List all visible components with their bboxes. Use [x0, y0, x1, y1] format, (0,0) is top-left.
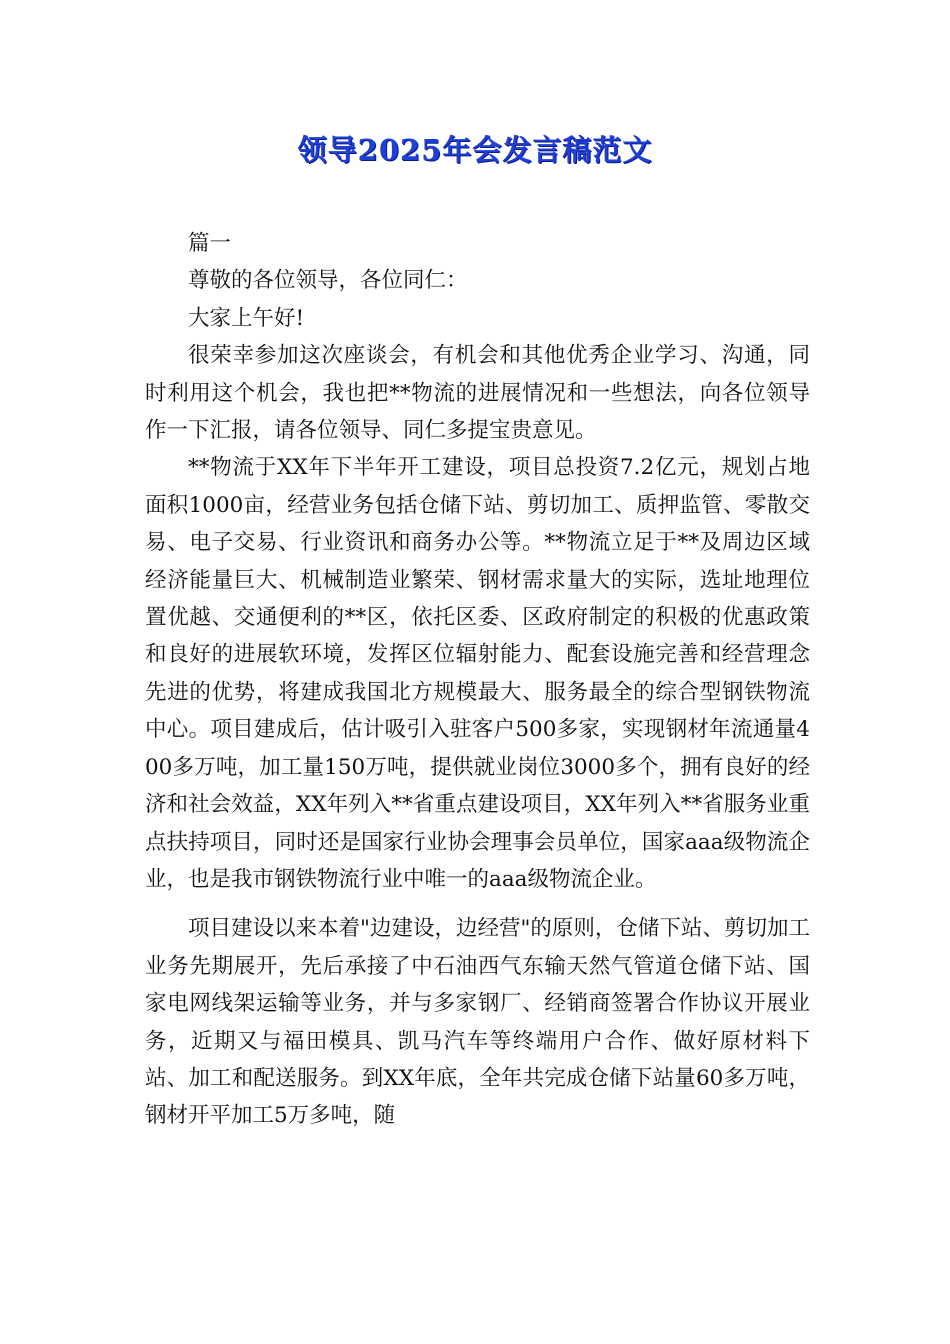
salutation: 尊敬的各位领导，各位同仁：	[188, 268, 468, 294]
paragraph-operations: 项目建设以来本着"边建设，边经营"的原则，仓储下站、剪切加工业务先期展开，先后承接了中石油西气东输天然气管道仓储下站、国家电网线架运输等业务，并与多家钢厂、经销商签署合作协议开展业务，近期又与福田模具、凯马汽车等终端用户合作、做好原材料下站、加工和配送服务。到XX年底，全年共完成仓储下站量60多万吨，钢材开平加工5万多吨，随	[145, 916, 810, 1129]
paragraph-project-overview: **物流于XX年下半年开工建设，项目总投资7.2亿元，规划占地面积1000亩，经营业务包括仓储下站、剪切加工、质押监管、零散交易、电子交易、行业资讯和商务办公等。**物流立足于**及周边区域经济能量巨大、机械制造业繁荣、钢材需求量大的实际，选址地理位置优越、交通便利的**区，依托区委、区政府制定的积极的优惠政策和良好的进展软环境，发挥区位辐射能力、配套设施完善和经营理念先进的优势，将建成我国北方规模最大、服务最全的综合型钢铁物流中心。项目建成后，估计吸引入驻客户500多家，实现钢材年流通量400多万吨，加工量150万吨，提供就业岗位3000多个，拥有良好的经济和社会效益，XX年列入**省重点建设项目，XX年列入**省服务业重点扶持项目，同时还是国家行业协会理事会员单位，国家aaa级物流企业，也是我市钢铁物流行业中唯一的aaa级物流企业。	[145, 455, 810, 892]
document-body	[145, 225, 810, 1135]
greeting: 大家上午好!	[188, 305, 305, 331]
paragraph-intro: 很荣幸参加这次座谈会，有机会和其他优秀企业学习、沟通，同时利用这个机会，我也把**物流的进展情况和一些想法，向各位领导作一下汇报，请各位领导、同仁多提宝贵意见。	[145, 343, 810, 444]
paragraph-gap	[145, 898, 810, 910]
document-title: 领导2025年会发言稿范文	[297, 133, 653, 167]
section-label: 篇一	[188, 231, 232, 256]
